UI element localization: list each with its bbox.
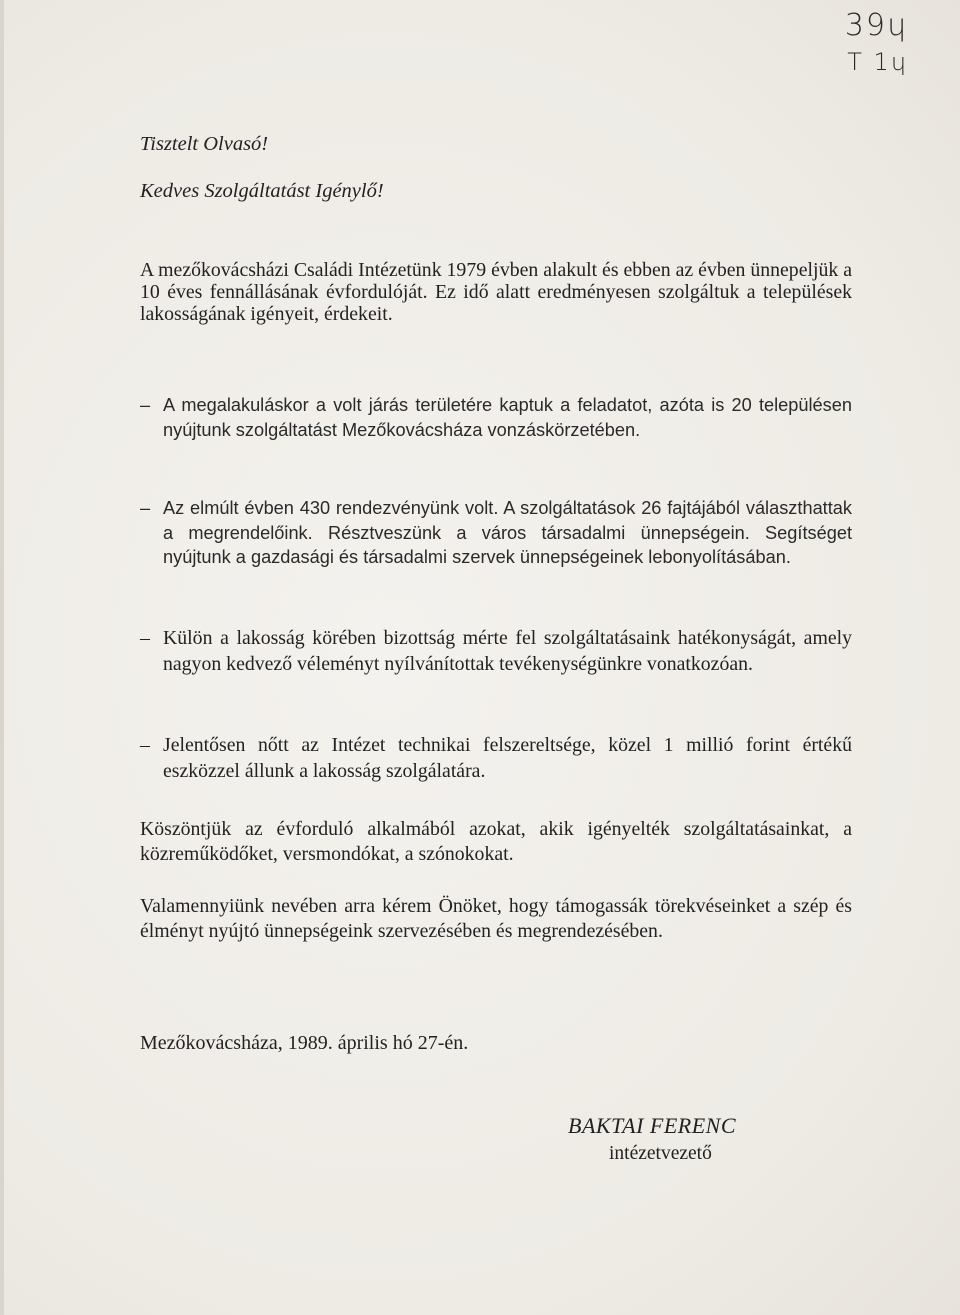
page-edge [0,0,4,1315]
bullet-item [140,626,852,677]
greeting-paragraph: Köszöntjük az évforduló alkalmából azokat, akik igényelték szolgáltatásainkat, a közreműködőket, versmondókat, a szónokokat. [140,818,852,865]
bullet-dash: – [140,734,150,756]
salutation-reader: Tisztelt Olvasó! [140,133,269,155]
bullet-item [140,393,852,442]
intro-paragraph: A mezőkovácsházi Családi Intézetünk 1979 évben alakult és ebben az évben ünnepeljük a 10 éves fennállásának évfordulóját. Ez idő alatt eredményesen szolgáltuk a települések lakosságának igényeit, érdekeit. [140,259,852,325]
bullet-text: Jelentősen nőtt az Intézet technikai felszereltsége, közel 1 millió forint értékű eszközzel állunk a lakosság szolgálatára. [163,734,852,782]
request-paragraph: Valamennyiünk nevében arra kérem Önöket, hogy támogassák törekvéseinket a szép és élményt nyújtó ünnepségeink szervezésében és megrendezésében. [140,895,852,942]
handwritten-page-number: 39ɥ [844,8,908,43]
bullet-text: Külön a lakosság körében bizottság mérte fel szolgáltatásaink hatékonyságát, amely nagyon kedvező véleményt nyílvánítottak tevékenységünkre vonatkozóan. [163,627,852,675]
signature-name: BAKTAI FERENC [568,1113,737,1138]
bullet-dash: – [140,627,150,649]
handwritten-archive-code: T 1ɥ [847,48,908,76]
bullet-dash: – [140,498,151,518]
salutation-client: Kedves Szolgáltatást Igénylő! [140,180,384,202]
bullet-text: Az elmúlt évben 430 rendezvényünk volt. A szolgáltatások 26 fajtájából választhattak a megrendelőink. Résztveszünk a város társadalmi ünnepségein. Segítséget nyújtunk a gazdasági és társadalmi szervek ünnepségeinek lebonyolításában. [163,498,852,567]
bullet-item [140,496,852,570]
signature-title: intézetvezető [609,1143,712,1164]
bullet-text: A megalakuláskor a volt járás területére kaptuk a feladatot, azóta is 20 településen nyújtunk szolgáltatást Mezőkovácsháza vonzáskörzetében. [163,395,852,440]
dateline: Mezőkovácsháza, 1989. április hó 27-én. [140,1032,469,1054]
bullet-dash: – [140,395,151,415]
bullet-item [140,733,852,784]
